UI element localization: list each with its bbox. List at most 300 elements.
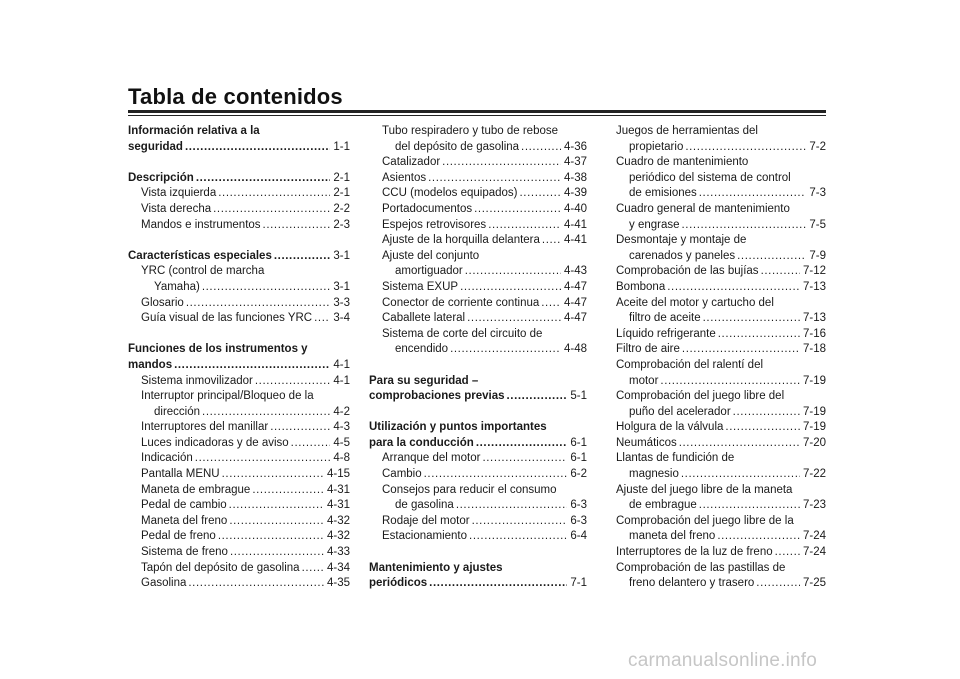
dot-leader bbox=[474, 202, 561, 218]
toc-entry-row bbox=[369, 140, 587, 156]
dot-leader bbox=[725, 420, 800, 436]
toc-page-number: 6-4 bbox=[570, 530, 587, 543]
dot-leader bbox=[186, 296, 331, 312]
toc-entry-row bbox=[616, 249, 826, 265]
toc-entry-row bbox=[128, 374, 350, 390]
toc-entry-row bbox=[128, 202, 350, 218]
dot-leader bbox=[252, 483, 324, 499]
dot-leader bbox=[699, 186, 807, 202]
toc-entry-row bbox=[369, 218, 587, 234]
dot-leader bbox=[775, 545, 800, 561]
dot-leader bbox=[185, 140, 330, 156]
toc-entry-row bbox=[128, 280, 350, 296]
toc-entry-title: de gasolina bbox=[395, 499, 454, 512]
dot-leader bbox=[229, 498, 324, 514]
toc-entry[interactable] bbox=[128, 576, 350, 592]
toc-entry[interactable] bbox=[369, 202, 587, 218]
toc-entry[interactable] bbox=[369, 186, 587, 202]
toc-entry[interactable] bbox=[369, 296, 587, 312]
dot-leader bbox=[660, 374, 800, 390]
page-title: Tabla de contenidos bbox=[128, 84, 343, 109]
toc-page-number: 4-38 bbox=[563, 171, 587, 184]
toc-entry-text: Juegos de herramientas del bbox=[616, 125, 758, 137]
toc-page-number: 4-5 bbox=[333, 436, 350, 449]
toc-entry-title: Estacionamiento bbox=[382, 530, 468, 543]
toc-entry-row bbox=[369, 529, 587, 545]
toc-entry[interactable] bbox=[616, 280, 826, 296]
toc-page-number: 3-1 bbox=[333, 249, 350, 262]
toc-entry[interactable] bbox=[616, 436, 826, 452]
toc-page-number: 7-13 bbox=[802, 312, 826, 325]
toc-entry[interactable] bbox=[128, 561, 350, 577]
toc-entry-title: Sistema de freno bbox=[141, 546, 228, 559]
dot-leader bbox=[222, 467, 324, 483]
toc-page-number: 7-13 bbox=[802, 280, 826, 293]
toc-entry-text: Utilización y puntos importantes bbox=[369, 421, 547, 434]
toc-entry-row bbox=[128, 358, 350, 374]
toc-entry[interactable] bbox=[616, 233, 826, 264]
dot-leader bbox=[213, 202, 330, 218]
toc-page-number: 3-1 bbox=[333, 280, 350, 293]
toc-page-number: 4-47 bbox=[563, 312, 587, 325]
toc-entry-title: Tapón del depósito de gasolina bbox=[141, 561, 300, 574]
dot-leader bbox=[456, 498, 568, 514]
dot-leader bbox=[699, 498, 800, 514]
dot-leader bbox=[218, 186, 330, 202]
toc-page-number: 7-23 bbox=[802, 499, 826, 512]
toc-page-number: 7-24 bbox=[802, 546, 826, 559]
dot-leader bbox=[202, 280, 331, 296]
toc-entry-row bbox=[128, 561, 350, 577]
dot-leader bbox=[263, 218, 331, 234]
toc-entry-row bbox=[369, 202, 587, 218]
toc-entry-row bbox=[616, 218, 826, 234]
toc-entry-title: dirección bbox=[154, 405, 201, 418]
dot-leader bbox=[469, 529, 567, 545]
watermark: carmanualsonline.info bbox=[628, 650, 818, 671]
toc-entry-text: Comprobación del ralentí del bbox=[616, 358, 764, 371]
toc-entry-row bbox=[128, 171, 350, 187]
toc-entry[interactable] bbox=[369, 529, 587, 545]
dot-leader bbox=[218, 529, 324, 545]
toc-entry-row bbox=[128, 296, 350, 312]
toc-section-entry[interactable] bbox=[128, 124, 350, 155]
toc-page-number: 1-1 bbox=[333, 140, 350, 153]
toc-entry[interactable] bbox=[369, 451, 587, 467]
toc-page-number: 7-24 bbox=[802, 530, 826, 543]
toc-entry[interactable] bbox=[128, 467, 350, 483]
toc-entry[interactable] bbox=[128, 545, 350, 561]
toc-entry[interactable] bbox=[128, 483, 350, 499]
toc-entry-row bbox=[128, 436, 350, 452]
toc-entry[interactable] bbox=[128, 436, 350, 452]
toc-entry[interactable] bbox=[128, 529, 350, 545]
toc-entry-row bbox=[616, 327, 826, 343]
toc-entry-title: Glosario bbox=[141, 296, 184, 309]
toc-entry[interactable] bbox=[616, 561, 826, 592]
toc-entry-title: Ajuste de la horquilla delantera bbox=[382, 234, 540, 247]
toc-entry-text: Ajuste del juego libre de la maneta bbox=[616, 483, 793, 496]
toc-entry-row bbox=[128, 451, 350, 467]
toc-entry-title: Caballete lateral bbox=[382, 312, 466, 325]
toc-entry-text: Comprobación del juego libre del bbox=[616, 390, 785, 403]
toc-page-number: 2-3 bbox=[333, 218, 350, 231]
toc-entry-row bbox=[128, 529, 350, 545]
toc-page-number: 7-19 bbox=[802, 421, 826, 434]
toc-entry[interactable] bbox=[616, 296, 826, 327]
toc-entry-title: del depósito de gasolina bbox=[395, 140, 520, 153]
toc-entry-row bbox=[616, 264, 826, 280]
toc-entry-row bbox=[616, 405, 826, 421]
dot-leader bbox=[761, 264, 800, 280]
toc-page-number: 7-20 bbox=[802, 436, 826, 449]
toc-entry[interactable] bbox=[369, 514, 587, 530]
toc-entry-row bbox=[616, 498, 826, 514]
toc-entry[interactable] bbox=[128, 186, 350, 202]
toc-column-1 bbox=[128, 124, 350, 592]
toc-entry-text: YRC (control de marcha bbox=[141, 265, 265, 278]
toc-entry-title: Líquido refrigerante bbox=[616, 327, 716, 340]
toc-section-entry[interactable] bbox=[128, 171, 350, 187]
dot-leader bbox=[291, 436, 331, 452]
toc-entry-text: Tubo respiradero y tubo de rebose bbox=[382, 125, 559, 137]
toc-entry-row bbox=[369, 264, 587, 280]
toc-page-number: 4-35 bbox=[326, 577, 350, 590]
toc-page-number: 4-43 bbox=[563, 265, 587, 278]
dot-leader bbox=[679, 436, 800, 452]
toc-page-number: 5-1 bbox=[570, 390, 587, 403]
toc-entry-title: de embrague bbox=[629, 499, 697, 512]
toc-entry-row bbox=[616, 140, 826, 156]
title-rule-thick bbox=[128, 110, 826, 113]
toc-page-number: 4-3 bbox=[333, 421, 350, 434]
toc-page-number: 2-2 bbox=[333, 202, 350, 215]
toc-page-number: 6-3 bbox=[570, 499, 587, 512]
toc-entry[interactable] bbox=[369, 233, 587, 249]
toc-entry[interactable] bbox=[128, 311, 350, 327]
dot-leader bbox=[202, 405, 330, 421]
toc-entry[interactable] bbox=[369, 249, 587, 280]
toc-entry-title: mandos bbox=[128, 358, 173, 371]
toc-entry-text: Para su seguridad – bbox=[369, 374, 479, 387]
toc-page-number: 7-12 bbox=[802, 265, 826, 278]
toc-entry[interactable] bbox=[616, 155, 826, 202]
toc-entry-title: comprobaciones previas bbox=[369, 390, 505, 403]
dot-leader bbox=[196, 171, 331, 187]
dot-leader bbox=[314, 311, 330, 327]
dot-leader bbox=[733, 405, 800, 421]
section-spacer bbox=[128, 233, 350, 249]
toc-entry[interactable] bbox=[128, 218, 350, 234]
toc-entry[interactable] bbox=[128, 451, 350, 467]
toc-page-number: 7-5 bbox=[809, 218, 826, 231]
toc-entry-row bbox=[128, 186, 350, 202]
toc-page-number: 4-1 bbox=[333, 374, 350, 387]
toc-entry-title: Indicación bbox=[141, 452, 193, 465]
dot-leader bbox=[682, 342, 800, 358]
toc-entry[interactable] bbox=[616, 420, 826, 436]
toc-page-number: 4-32 bbox=[326, 530, 350, 543]
title-rule-thin bbox=[128, 115, 826, 116]
toc-entry-text: Funciones de los instrumentos y bbox=[128, 343, 308, 356]
toc-page-number: 3-4 bbox=[333, 312, 350, 325]
toc-entry-title: filtro de aceite bbox=[629, 312, 701, 325]
dot-leader bbox=[230, 545, 324, 561]
toc-entry-title: freno delantero y trasero bbox=[629, 577, 755, 590]
toc-entry-row bbox=[369, 233, 587, 249]
dot-leader bbox=[195, 451, 331, 467]
toc-entry[interactable] bbox=[369, 218, 587, 234]
toc-entry-title: Asientos bbox=[382, 171, 427, 184]
toc-entry[interactable] bbox=[369, 280, 587, 296]
toc-entry-row bbox=[616, 576, 826, 592]
toc-page-number: 7-19 bbox=[802, 374, 826, 387]
toc-entry-title: motor bbox=[629, 374, 659, 387]
toc-page-number: 4-31 bbox=[326, 483, 350, 496]
toc-entry[interactable] bbox=[616, 451, 826, 482]
toc-entry-row bbox=[616, 467, 826, 483]
dot-leader bbox=[270, 420, 330, 436]
toc-entry-title: Bombona bbox=[616, 280, 666, 293]
toc-entry-title: Portadocumentos bbox=[382, 202, 473, 215]
toc-entry-title: Pedal de cambio bbox=[141, 499, 227, 512]
toc-entry-title: Sistema inmovilizador bbox=[141, 374, 253, 387]
toc-entry-text: Llantas de fundición de bbox=[616, 452, 735, 465]
toc-entry-row bbox=[128, 483, 350, 499]
dot-leader bbox=[476, 436, 568, 452]
dot-leader bbox=[682, 218, 807, 234]
toc-entry[interactable] bbox=[369, 483, 587, 514]
dot-leader bbox=[450, 342, 561, 358]
toc-entry[interactable] bbox=[128, 296, 350, 312]
toc-entry[interactable] bbox=[128, 389, 350, 420]
toc-entry-row bbox=[616, 311, 826, 327]
toc-entry[interactable] bbox=[616, 514, 826, 545]
toc-page-number: 7-1 bbox=[570, 577, 587, 590]
toc-entry-text: Desmontaje y montaje de bbox=[616, 234, 747, 247]
toc-page-number: 4-33 bbox=[326, 546, 350, 559]
toc-entry-row bbox=[369, 280, 587, 296]
dot-leader bbox=[521, 140, 561, 156]
toc-section-entry[interactable] bbox=[369, 420, 587, 451]
dot-leader bbox=[274, 249, 331, 265]
toc-entry-title: CCU (modelos equipados) bbox=[382, 187, 518, 200]
toc-entry-title: periódicos bbox=[369, 577, 428, 590]
toc-entry-title: Vista derecha bbox=[141, 202, 212, 215]
toc-page-number: 4-47 bbox=[563, 280, 587, 293]
toc-entry-row bbox=[128, 140, 350, 156]
toc-page-number: 4-1 bbox=[333, 358, 350, 371]
toc-entry-title: Holgura de la válvula bbox=[616, 421, 724, 434]
toc-entry-row bbox=[369, 171, 587, 187]
toc-entry-title: maneta del freno bbox=[629, 530, 716, 543]
toc-entry-row bbox=[128, 514, 350, 530]
dot-leader bbox=[174, 358, 330, 374]
toc-section-entry[interactable] bbox=[128, 249, 350, 265]
toc-entry-row bbox=[369, 576, 587, 592]
toc-entry-title: amortiguador bbox=[395, 265, 463, 278]
toc-entry-row bbox=[616, 342, 826, 358]
toc-entry[interactable] bbox=[128, 264, 350, 295]
toc-entry-title: Interruptores del manillar bbox=[141, 421, 269, 434]
toc-entry-title: carenados y paneles bbox=[629, 249, 736, 262]
dot-leader bbox=[507, 389, 568, 405]
toc-entry-title: Catalizador bbox=[382, 156, 441, 169]
toc-entry-title: puño del acelerador bbox=[629, 405, 731, 418]
toc-entry-row bbox=[128, 311, 350, 327]
toc-entry[interactable] bbox=[369, 311, 587, 327]
toc-entry-text: Sistema de corte del circuito de bbox=[382, 327, 543, 340]
toc-page-number: 7-19 bbox=[802, 405, 826, 418]
toc-entry-row bbox=[616, 420, 826, 436]
toc-entry-row bbox=[128, 249, 350, 265]
section-spacer bbox=[369, 545, 587, 561]
toc-entry[interactable] bbox=[616, 358, 826, 389]
dot-leader bbox=[229, 514, 324, 530]
dot-leader bbox=[429, 576, 567, 592]
toc-entry-title: Filtro de aire bbox=[616, 343, 680, 356]
toc-entry-title: Maneta del freno bbox=[141, 514, 228, 527]
toc-entry-title: encendido bbox=[395, 343, 449, 356]
toc-page-number: 4-39 bbox=[563, 187, 587, 200]
toc-entry-title: Vista izquierda bbox=[141, 187, 217, 200]
toc-entry[interactable] bbox=[616, 342, 826, 358]
toc-page-number: 4-48 bbox=[563, 343, 587, 356]
toc-page-number: 6-1 bbox=[570, 452, 587, 465]
toc-entry[interactable] bbox=[128, 514, 350, 530]
toc-entry-text: Ajuste del conjunto bbox=[382, 249, 480, 262]
toc-section-entry[interactable] bbox=[369, 561, 587, 592]
dot-leader bbox=[465, 264, 561, 280]
toc-entry-row bbox=[369, 389, 587, 405]
toc-page-number: 7-25 bbox=[802, 577, 826, 590]
toc-entry[interactable] bbox=[369, 155, 587, 171]
toc-entry-row bbox=[369, 342, 587, 358]
toc-entry[interactable] bbox=[616, 483, 826, 514]
dot-leader bbox=[667, 280, 800, 296]
dot-leader bbox=[717, 529, 800, 545]
toc-entry-row bbox=[616, 545, 826, 561]
toc-entry-row bbox=[128, 467, 350, 483]
toc-entry-text: Cuadro de mantenimiento bbox=[616, 156, 749, 169]
toc-entry-text: Aceite del motor y cartucho del bbox=[616, 296, 774, 309]
dot-leader bbox=[428, 171, 561, 187]
dot-leader bbox=[424, 467, 568, 483]
section-spacer bbox=[128, 327, 350, 343]
toc-entry-text: periódico del sistema de control bbox=[629, 171, 791, 184]
toc-entry-row bbox=[128, 420, 350, 436]
dot-leader bbox=[302, 561, 324, 577]
toc-entry[interactable] bbox=[128, 498, 350, 514]
toc-entry[interactable] bbox=[616, 545, 826, 561]
toc-entry-title: Pantalla MENU bbox=[141, 468, 220, 481]
dot-leader bbox=[718, 327, 800, 343]
toc-page-number: 6-3 bbox=[570, 514, 587, 527]
dot-leader bbox=[685, 140, 806, 156]
toc-page-number: 6-2 bbox=[570, 468, 587, 481]
section-spacer bbox=[369, 405, 587, 421]
toc-entry-row bbox=[369, 296, 587, 312]
toc-entry-title: Espejos retrovisores bbox=[382, 218, 487, 231]
dot-leader bbox=[520, 186, 561, 202]
toc-entry[interactable] bbox=[616, 202, 826, 233]
toc-entry-title: magnesio bbox=[629, 468, 679, 481]
toc-entry[interactable] bbox=[616, 327, 826, 343]
toc-entry-title: para la conducción bbox=[369, 436, 474, 449]
toc-entry-row bbox=[128, 545, 350, 561]
toc-section-entry[interactable] bbox=[128, 342, 350, 373]
toc-page-number: 7-18 bbox=[802, 343, 826, 356]
toc-entry-text: Información relativa a la bbox=[128, 125, 260, 137]
toc-entry-row bbox=[369, 451, 587, 467]
toc-entry-title: Comprobación de las bujías bbox=[616, 265, 759, 278]
toc-entry-row bbox=[369, 467, 587, 483]
toc-entry-text: Comprobación del juego libre de la bbox=[616, 514, 794, 527]
toc-entry[interactable] bbox=[369, 467, 587, 483]
toc-entry-text: Cuadro general de mantenimiento bbox=[616, 202, 790, 215]
dot-leader bbox=[542, 233, 561, 249]
toc-entry-row bbox=[369, 155, 587, 171]
toc-page-number: 4-15 bbox=[326, 468, 350, 481]
toc-entry[interactable] bbox=[128, 374, 350, 390]
dot-leader bbox=[488, 218, 561, 234]
toc-entry[interactable] bbox=[616, 264, 826, 280]
toc-section-entry[interactable] bbox=[369, 374, 587, 405]
toc-entry-title: Descripción bbox=[128, 171, 194, 184]
section-spacer bbox=[128, 155, 350, 171]
toc-entry-title: Arranque del motor bbox=[382, 452, 481, 465]
toc-entry-title: Cambio bbox=[382, 468, 422, 481]
toc-entry[interactable] bbox=[616, 389, 826, 420]
toc-page-number: 4-34 bbox=[326, 561, 350, 574]
toc-entry-text: Interruptor principal/Bloqueo de la bbox=[141, 390, 314, 403]
toc-entry-row bbox=[128, 405, 350, 421]
toc-page-number: 3-3 bbox=[333, 296, 350, 309]
toc-entry-row bbox=[616, 280, 826, 296]
toc-entry[interactable] bbox=[128, 420, 350, 436]
toc-entry[interactable] bbox=[616, 124, 826, 155]
toc-entry-title: Guía visual de las funciones YRC bbox=[141, 312, 313, 325]
toc-page-number: 4-37 bbox=[563, 156, 587, 169]
toc-entry[interactable] bbox=[369, 327, 587, 358]
toc-entry[interactable] bbox=[128, 202, 350, 218]
toc-page-number: 2-1 bbox=[333, 187, 350, 200]
toc-entry-row bbox=[369, 514, 587, 530]
toc-page-number: 2-1 bbox=[333, 171, 350, 184]
toc-entry-title: Pedal de freno bbox=[141, 530, 216, 543]
toc-entry-row bbox=[369, 311, 587, 327]
toc-page-number: 7-22 bbox=[802, 468, 826, 481]
toc-entry[interactable] bbox=[369, 171, 587, 187]
dot-leader bbox=[467, 311, 561, 327]
toc-entry-title: propietario bbox=[629, 140, 684, 153]
toc-page-number: 4-8 bbox=[333, 452, 350, 465]
dot-leader bbox=[737, 249, 806, 265]
toc-entry[interactable] bbox=[369, 124, 587, 155]
toc-entry-title: Maneta de embrague bbox=[141, 483, 251, 496]
toc-page-number: 4-2 bbox=[333, 405, 350, 418]
toc-entry-title: Rodaje del motor bbox=[382, 514, 470, 527]
dot-leader bbox=[681, 467, 800, 483]
dot-leader bbox=[442, 155, 561, 171]
toc-entry-title: Neumáticos bbox=[616, 436, 677, 449]
toc-entry-title: Luces indicadoras y de aviso bbox=[141, 436, 289, 449]
toc-entry-row bbox=[128, 576, 350, 592]
toc-page-number: 4-36 bbox=[563, 140, 587, 153]
toc-page-number: 4-41 bbox=[563, 218, 587, 231]
toc-entry-row bbox=[616, 374, 826, 390]
toc-entry-title: seguridad bbox=[128, 140, 183, 153]
